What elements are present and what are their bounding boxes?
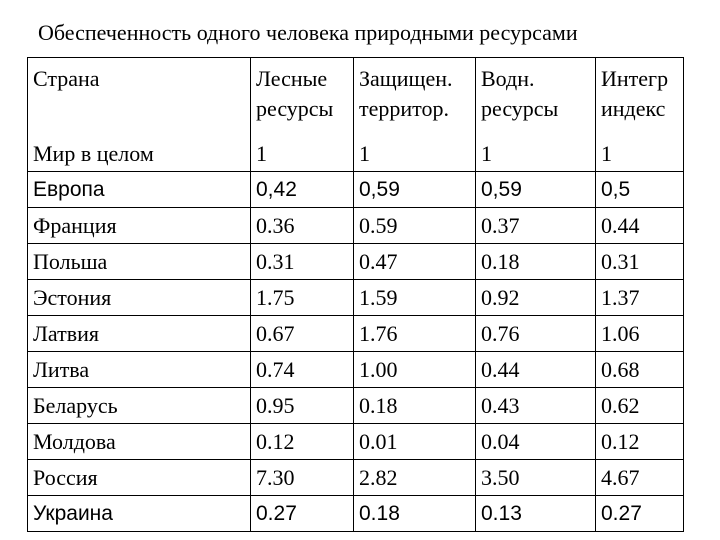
value-cell: 0.37	[476, 208, 596, 244]
country-cell: Мир в целом	[28, 136, 251, 172]
header-forest: Лесные ресурсы	[251, 58, 354, 137]
value-cell: 3.50	[476, 460, 596, 496]
value-cell: 0.31	[251, 244, 354, 280]
table-row	[28, 280, 684, 316]
value-cell: 1	[596, 136, 684, 172]
table-row	[28, 388, 684, 424]
country-cell: Молдова	[28, 424, 251, 460]
value-cell: 0.18	[476, 244, 596, 280]
value-cell: 0,42	[251, 172, 354, 208]
country-cell: Украина	[28, 496, 251, 532]
value-cell: 0.92	[476, 280, 596, 316]
value-cell: 1.06	[596, 316, 684, 352]
value-cell: 1.37	[596, 280, 684, 316]
value-cell: 0.36	[251, 208, 354, 244]
table-body	[28, 136, 684, 532]
country-cell: Польша	[28, 244, 251, 280]
value-cell: 0,59	[354, 172, 476, 208]
resources-table	[27, 57, 684, 532]
country-cell: Латвия	[28, 316, 251, 352]
value-cell: 0.12	[251, 424, 354, 460]
value-cell: 0.18	[354, 388, 476, 424]
country-cell: Россия	[28, 460, 251, 496]
table-row	[28, 496, 684, 532]
value-cell: 0.18	[354, 496, 476, 532]
table-row	[28, 136, 684, 172]
table-row	[28, 208, 684, 244]
country-cell: Беларусь	[28, 388, 251, 424]
value-cell: 0.67	[251, 316, 354, 352]
value-cell: 2.82	[354, 460, 476, 496]
value-cell: 0.31	[596, 244, 684, 280]
value-cell: 0.27	[596, 496, 684, 532]
value-cell: 0.95	[251, 388, 354, 424]
value-cell: 0,59	[476, 172, 596, 208]
header-water: Водн. ресурсы	[476, 58, 596, 137]
value-cell: 1	[476, 136, 596, 172]
value-cell: 1	[354, 136, 476, 172]
header-protected: Защищен. территор.	[354, 58, 476, 137]
value-cell: 1.00	[354, 352, 476, 388]
value-cell: 0.01	[354, 424, 476, 460]
header-country: Страна	[28, 58, 251, 137]
value-cell: 0.47	[354, 244, 476, 280]
country-cell: Эстония	[28, 280, 251, 316]
value-cell: 0,5	[596, 172, 684, 208]
value-cell: 0.44	[596, 208, 684, 244]
value-cell: 4.67	[596, 460, 684, 496]
value-cell: 0.44	[476, 352, 596, 388]
value-cell: 0.74	[251, 352, 354, 388]
value-cell: 0.13	[476, 496, 596, 532]
table-row	[28, 172, 684, 208]
country-cell: Франция	[28, 208, 251, 244]
value-cell: 1.75	[251, 280, 354, 316]
value-cell: 0.62	[596, 388, 684, 424]
value-cell: 0.68	[596, 352, 684, 388]
value-cell: 1	[251, 136, 354, 172]
table-row	[28, 316, 684, 352]
table-row	[28, 460, 684, 496]
value-cell: 0.04	[476, 424, 596, 460]
table-header-row	[28, 58, 684, 137]
table-row	[28, 352, 684, 388]
header-integral: Интегр индекс	[596, 58, 684, 137]
country-cell: Литва	[28, 352, 251, 388]
country-cell: Европа	[28, 172, 251, 208]
value-cell: 1.59	[354, 280, 476, 316]
value-cell: 7.30	[251, 460, 354, 496]
table-row	[28, 424, 684, 460]
value-cell: 1.76	[354, 316, 476, 352]
value-cell: 0.43	[476, 388, 596, 424]
value-cell: 0.76	[476, 316, 596, 352]
value-cell: 0.12	[596, 424, 684, 460]
value-cell: 0.59	[354, 208, 476, 244]
value-cell: 0.27	[251, 496, 354, 532]
page-title: Обеспеченность одного человека природными ресурсами	[38, 20, 578, 45]
table-row	[28, 244, 684, 280]
